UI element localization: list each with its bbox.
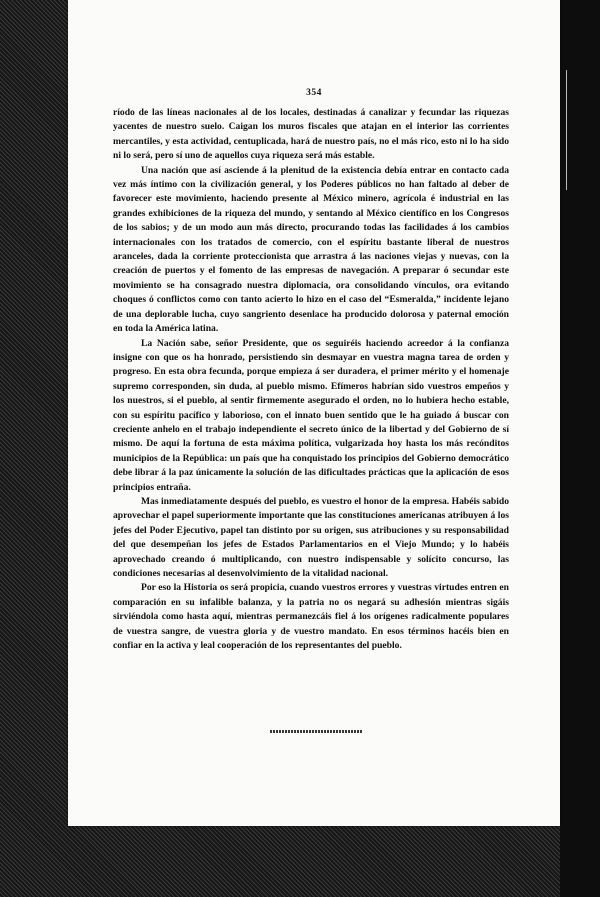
page-number: 354 <box>306 88 322 98</box>
section-end-rule <box>270 730 362 733</box>
document-page <box>68 0 560 826</box>
page-edge-line <box>566 70 567 190</box>
paragraph-4: Mas inmediatamente después del pueblo, es vuestro el honor de la empresa. Habéis sabido aprovechar el papel superiormente importante que las constituciones americanas atribuyen á los jefes del Poder Ejecutivo, papel tan distinto por su origen, sus atribuciones y su responsabilidad del que desempeñan los jefes de Estados Parlamentarios en el Viejo Mundo; y lo habéis aprovechado creando ó multiplicando, con nuestro indispensable y solícito concurso, las condiciones necesarias al desenvolvimiento de la vitalidad nacional. <box>113 495 509 579</box>
body-text <box>113 106 509 653</box>
paragraph-1: ríodo de las líneas nacionales al de los locales, destinadas á canalizar y fecundar las riquezas yacentes de nuestro suelo. Caigan los muros fiscales que atajan en el interior las corrientes mercantiles, y esta actividad, centuplicada, hará de nuestro país, no el más rico, esto ni lo ha sido ni lo será, pero sí uno de aquellos cuya riqueza será más estable. <box>113 107 509 162</box>
paragraph-3: La Nación sabe, señor Presidente, que os seguiréis haciendo acreedor á la confianza insigne con que os ha honrado, persistiendo sin desmayar en vuestra magna tarea de orden y progreso. En esta obra fecunda, porque empieza á ser duradera, el primer mérito y el homenaje supremo corresponden, sin duda, al pueblo mismo. Efímeros habrían sido vuestros empeños y los nuestros, si el pueblo, al sentir firmemente asegurado el orden, no lo hubiera hecho estable, con su espíritu pacífico y laborioso, con el innato buen sentido que le ha guiado á buscar con creciente anhelo en el trabajo independiente el secreto único de la libertad y del Gobierno de sí mismo. De aquí la fortuna de esta máxima política, vulgarizada hoy hasta los más recónditos municipios de la República: un país que ha conquistado los principios del Gobierno democrático debe librar á la paz únicamente la solución de las dificultades prácticas que la aplicación de esos principios entraña. <box>113 337 509 493</box>
paragraph-2: Una nación que así asciende á la plenitud de la existencia debía entrar en contacto cada vez más íntimo con la civilización general, y los Poderes públicos no han faltado al deber de favorecer este movimiento, haciendo presente al México minero, agrícola é industrial en las grandes exhibiciones de la riqueza del mundo, y sentando al México científico en los Congresos de los sabios; y de un modo aun más directo, procurando todas las facilidades á los cambios internacionales con los tratados de comercio, con el espíritu bastante liberal de nuestros aranceles, dada la corriente proteccionista que arrastra á las naciones viejas y nuevas, con la creación de puertos y el fomento de las empresas de navegación. A preparar ó secundar este movimiento se ha consagrado nuestra diplomacia, ora consolidando vínculos, ora evitando choques ó conflictos como con tanto acierto lo hizo en el caso del “Esmeralda,” incidente lejano de una deplorable lucha, cuyo sangriento desenlace ha producido dolorosa y paternal emoción en toda la América latina. <box>113 164 509 335</box>
paragraph-5: Por eso la Historia os será propicia, cuando vuestros errores y vuestras virtudes entren en comparación en su infalible balanza, y la patria no os negará su adhesión mientras sigáis sirviéndola como hasta aquí, mientras permanezcáis fiel á los orígenes radicalmente populares de vuestra sangre, de vuestra gloria y de vuestro mandato. En esos términos hacéis bien en confiar en la activa y leal cooperación de los representantes del pueblo. <box>113 582 509 652</box>
